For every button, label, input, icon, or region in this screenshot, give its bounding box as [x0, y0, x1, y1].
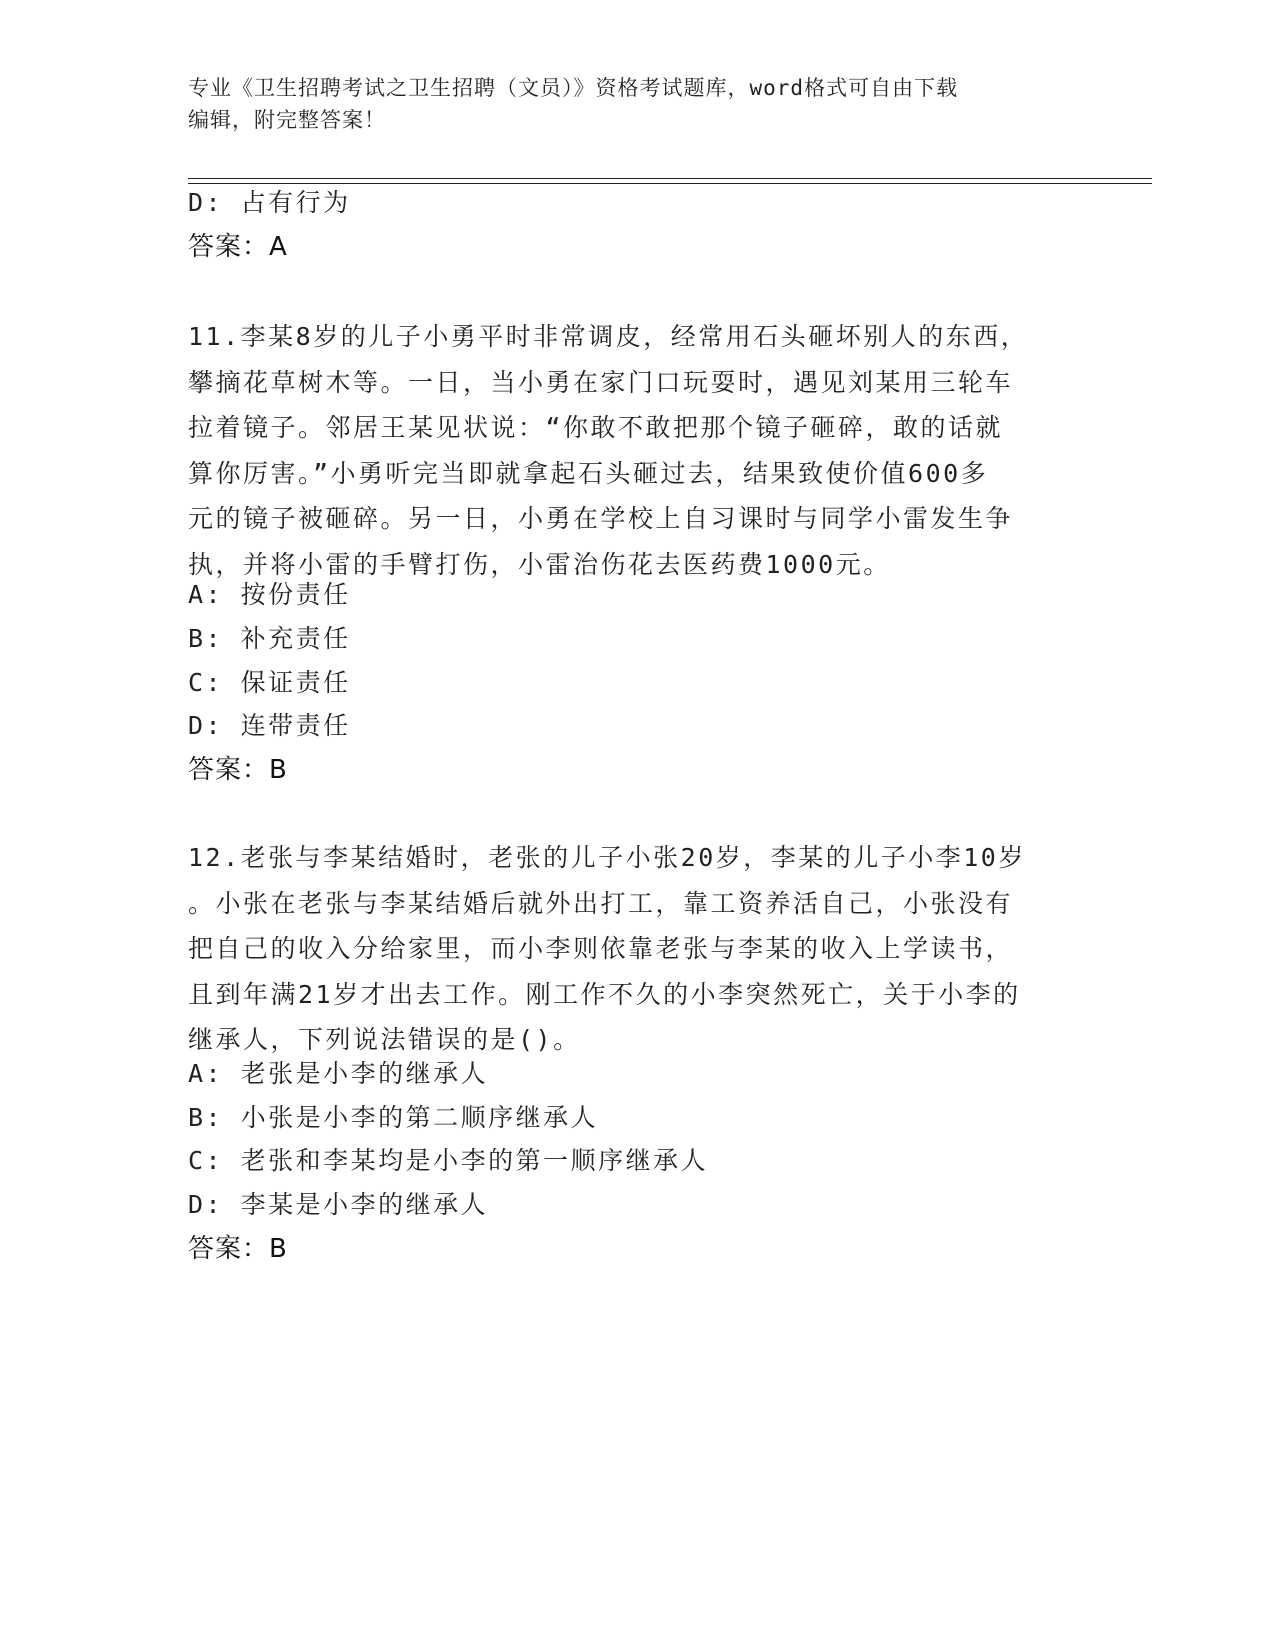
- question-12-line: 把自己的收入分给家里，而小李则依靠老张与李某的收入上学读书，: [188, 934, 1014, 963]
- header-line-2: 编辑，附完整答案！: [188, 108, 386, 132]
- q12-option-c: C: 老张和李某均是小李的第一顺序继承人: [188, 1146, 709, 1175]
- prev-answer: 答案：A: [188, 232, 288, 262]
- header-line-1: 专业《卫生招聘考试之卫生招聘（文员）》资格考试题库，word格式可自由下载: [188, 76, 959, 100]
- q12-answer: 答案：B: [188, 1234, 288, 1264]
- question-11-line: 拉着镜子。邻居王某见状说：“你敢不敢把那个镜子砸碎，敢的话就: [188, 413, 1004, 442]
- question-11-stem: [188, 314, 1088, 587]
- q11-option-a: A: 按份责任: [188, 580, 351, 609]
- question-12-line: 12.老张与李某结婚时，老张的儿子小张20岁，李某的儿子小李10岁: [188, 843, 1026, 872]
- q12-option-b: B: 小张是小李的第二顺序继承人: [188, 1103, 599, 1132]
- q12-option-a: A: 老张是小李的继承人: [188, 1059, 489, 1088]
- q11-option-b: B: 补充责任: [188, 624, 351, 653]
- question-11-line: 攀摘花草树木等。一日，当小勇在家门口玩耍时，遇见刘某用三轮车: [188, 367, 1014, 397]
- q12-option-d: D: 李某是小李的继承人: [188, 1190, 489, 1219]
- question-12-line: 且到年满21岁才出去工作。刚工作不久的小李突然死亡，关于小李的: [188, 979, 1021, 1009]
- document-header: [188, 72, 1068, 136]
- question-11-line: 11.李某8岁的儿子小勇平时非常调皮，经常用石头砸坏别人的东西，: [188, 322, 1029, 351]
- question-11-line: 算你厉害。”小勇听完当即就拿起石头砸过去，结果致使价值600多: [188, 458, 989, 488]
- prev-option-d: D: 占有行为: [188, 188, 351, 217]
- question-12-stem: [188, 835, 1088, 1063]
- question-12-line: 继承人，下列说法错误的是()。: [188, 1025, 581, 1054]
- question-11-line: 执，并将小雷的手臂打伤，小雷治伤花去医药费1000元。: [188, 549, 891, 579]
- q11-option-d: D: 连带责任: [188, 711, 351, 740]
- header-rule-bottom: [188, 183, 1152, 184]
- question-11-line: 元的镜子被砸碎。另一日，小勇在学校上自习课时与同学小雷发生争: [188, 504, 1014, 533]
- header-rule-top: [188, 178, 1152, 179]
- q11-option-c: C: 保证责任: [188, 668, 351, 697]
- q11-answer: 答案：B: [188, 755, 288, 785]
- question-12-line: 。小张在老张与李某结婚后就外出打工，靠工资养活自己，小张没有: [188, 888, 1014, 918]
